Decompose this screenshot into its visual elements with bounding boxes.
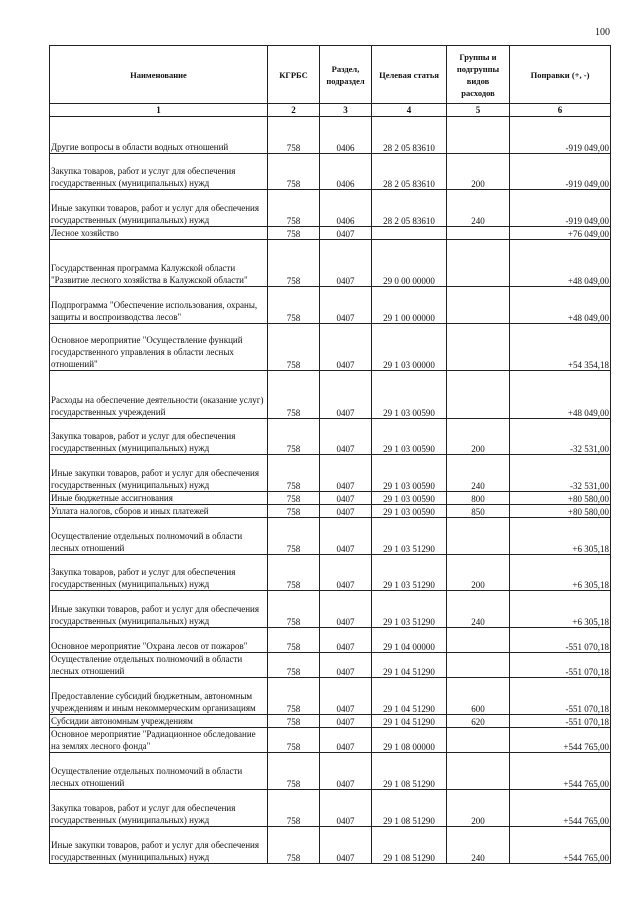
row-target: 29 1 03 51290 [372, 555, 447, 591]
row-group: 800 [447, 492, 510, 505]
table-row [50, 240, 611, 287]
row-name: Закупка товаров, работ и услуг для обеспечения государственных (муниципальных) нужд [50, 154, 268, 190]
row-kgrbs: 758 [268, 227, 320, 240]
row-amount: +6 305,18 [510, 518, 611, 555]
row-name: Уплата налогов, сборов и иных платежей [50, 505, 268, 518]
row-amount: +544 765,00 [510, 728, 611, 753]
row-section: 0407 [320, 518, 372, 555]
table-row [50, 324, 611, 371]
row-section: 0407 [320, 492, 372, 505]
row-kgrbs: 758 [268, 190, 320, 227]
table-row [50, 287, 611, 324]
header-section: Раздел, подраздел [320, 46, 372, 104]
row-kgrbs: 758 [268, 555, 320, 591]
row-group [447, 240, 510, 287]
row-group: 240 [447, 455, 510, 492]
row-amount: -551 070,18 [510, 628, 611, 653]
table-header-row [50, 46, 611, 104]
row-target: 29 1 03 00590 [372, 371, 447, 419]
row-name: Осуществление отдельных полномочий в области лесных отношений [50, 518, 268, 555]
row-target: 29 1 03 00590 [372, 455, 447, 492]
row-target: 29 1 00 00000 [372, 287, 447, 324]
row-section: 0407 [320, 715, 372, 728]
row-section: 0407 [320, 371, 372, 419]
row-name: Иные закупки товаров, работ и услуг для обеспечения государственных (муниципальных) нужд [50, 591, 268, 628]
header-name: Наименование [50, 46, 268, 104]
row-amount: +544 765,00 [510, 790, 611, 827]
row-group: 850 [447, 505, 510, 518]
row-name: Иные закупки товаров, работ и услуг для обеспечения государственных (муниципальных) нужд [50, 827, 268, 864]
row-kgrbs: 758 [268, 492, 320, 505]
table-row [50, 555, 611, 591]
row-section: 0407 [320, 653, 372, 678]
table-row [50, 492, 611, 505]
row-target: 29 1 03 00000 [372, 324, 447, 371]
row-section: 0407 [320, 240, 372, 287]
row-target: 28 2 05 83610 [372, 190, 447, 227]
row-name: Осуществление отдельных полномочий в области лесных отношений [50, 753, 268, 790]
row-amount: +48 049,00 [510, 240, 611, 287]
row-target: 29 0 00 00000 [372, 240, 447, 287]
table-row [50, 753, 611, 790]
row-name: Осуществление отдельных полномочий в области лесных отношений [50, 653, 268, 678]
row-group [447, 227, 510, 240]
column-number: 3 [320, 104, 372, 117]
table-row [50, 419, 611, 455]
row-name: Закупка товаров, работ и услуг для обеспечения государственных (муниципальных) нужд [50, 555, 268, 591]
row-name: Предоставление субсидий бюджетным, автономным учреждениям и иным некоммерческим организациям [50, 678, 268, 715]
row-name: Субсидии автономным учреждениям [50, 715, 268, 728]
row-target: 29 1 04 00000 [372, 628, 447, 653]
row-amount: +80 580,00 [510, 505, 611, 518]
row-target: 29 1 08 51290 [372, 790, 447, 827]
table-row [50, 715, 611, 728]
row-group: 600 [447, 678, 510, 715]
row-section: 0407 [320, 628, 372, 653]
row-kgrbs: 758 [268, 287, 320, 324]
table-row [50, 790, 611, 827]
row-group [447, 753, 510, 790]
row-target: 29 1 04 51290 [372, 678, 447, 715]
row-amount: -551 070,18 [510, 653, 611, 678]
row-kgrbs: 758 [268, 505, 320, 518]
row-kgrbs: 758 [268, 419, 320, 455]
row-group: 200 [447, 419, 510, 455]
row-name: Закупка товаров, работ и услуг для обеспечения государственных (муниципальных) нужд [50, 790, 268, 827]
row-group: 240 [447, 190, 510, 227]
row-section: 0406 [320, 117, 372, 154]
row-amount: +544 765,00 [510, 753, 611, 790]
row-group [447, 628, 510, 653]
row-section: 0407 [320, 227, 372, 240]
column-number: 4 [372, 104, 447, 117]
row-name: Иные закупки товаров, работ и услуг для обеспечения государственных (муниципальных) нужд [50, 190, 268, 227]
row-name: Основное мероприятие "Охрана лесов от пожаров" [50, 628, 268, 653]
row-name: Закупка товаров, работ и услуг для обеспечения государственных (муниципальных) нужд [50, 419, 268, 455]
row-amount: +54 354,18 [510, 324, 611, 371]
row-group [447, 117, 510, 154]
row-section: 0407 [320, 827, 372, 864]
row-section: 0407 [320, 324, 372, 371]
column-number: 1 [50, 104, 268, 117]
row-kgrbs: 758 [268, 790, 320, 827]
row-amount: +80 580,00 [510, 492, 611, 505]
row-amount: -919 049,00 [510, 190, 611, 227]
row-section: 0407 [320, 419, 372, 455]
row-section: 0407 [320, 728, 372, 753]
table-row [50, 653, 611, 678]
row-kgrbs: 758 [268, 117, 320, 154]
row-target: 29 1 04 51290 [372, 715, 447, 728]
table-row [50, 227, 611, 240]
row-kgrbs: 758 [268, 678, 320, 715]
row-section: 0406 [320, 190, 372, 227]
header-target: Целевая статья [372, 46, 447, 104]
row-kgrbs: 758 [268, 324, 320, 371]
row-amount: -551 070,18 [510, 715, 611, 728]
row-group [447, 518, 510, 555]
row-amount: -32 531,00 [510, 455, 611, 492]
table-row [50, 154, 611, 190]
row-section: 0407 [320, 505, 372, 518]
table-row [50, 728, 611, 753]
row-target: 29 1 08 00000 [372, 728, 447, 753]
row-target [372, 227, 447, 240]
row-amount: +76 049,00 [510, 227, 611, 240]
row-section: 0407 [320, 555, 372, 591]
row-group: 200 [447, 790, 510, 827]
row-name: Иные закупки товаров, работ и услуг для обеспечения государственных (муниципальных) нужд [50, 455, 268, 492]
row-group: 200 [447, 154, 510, 190]
row-name: Основное мероприятие "Радиационное обследование на землях лесного фонда" [50, 728, 268, 753]
table-row [50, 190, 611, 227]
row-target: 29 1 03 00590 [372, 492, 447, 505]
table-row [50, 371, 611, 419]
row-kgrbs: 758 [268, 154, 320, 190]
row-target: 29 1 04 51290 [372, 653, 447, 678]
row-amount: -551 070,18 [510, 678, 611, 715]
row-group: 240 [447, 591, 510, 628]
row-amount: +48 049,00 [510, 371, 611, 419]
row-group [447, 728, 510, 753]
row-amount: +6 305,18 [510, 591, 611, 628]
row-name: Лесное хозяйство [50, 227, 268, 240]
row-group: 240 [447, 827, 510, 864]
row-name: Основное мероприятие "Осуществление функций государственного управления в области лесных отношений" [50, 324, 268, 371]
row-kgrbs: 758 [268, 827, 320, 864]
row-amount: -919 049,00 [510, 154, 611, 190]
row-group [447, 371, 510, 419]
row-target: 29 1 08 51290 [372, 827, 447, 864]
row-amount: +48 049,00 [510, 287, 611, 324]
row-amount: -919 049,00 [510, 117, 611, 154]
header-amount: Поправки (+, -) [510, 46, 611, 104]
row-kgrbs: 758 [268, 455, 320, 492]
row-kgrbs: 758 [268, 715, 320, 728]
header-kgrbs: КГРБС [268, 46, 320, 104]
row-section: 0407 [320, 753, 372, 790]
table-row [50, 518, 611, 555]
column-number-row [50, 104, 611, 117]
row-target: 29 1 08 51290 [372, 753, 447, 790]
row-group: 620 [447, 715, 510, 728]
row-kgrbs: 758 [268, 653, 320, 678]
table-row [50, 117, 611, 154]
row-amount: +544 765,00 [510, 827, 611, 864]
column-number: 5 [447, 104, 510, 117]
row-group [447, 287, 510, 324]
row-section: 0407 [320, 287, 372, 324]
header-group: Группы и подгруппы видов расходов [447, 46, 510, 104]
row-section: 0407 [320, 790, 372, 827]
row-name: Подпрограмма "Обеспечение использования, охраны, защиты и воспроизводства лесов" [50, 287, 268, 324]
row-name: Государственная программа Калужской области "Развитие лесного хозяйства в Калужской области" [50, 240, 268, 287]
row-target: 29 1 03 51290 [372, 591, 447, 628]
column-number: 6 [510, 104, 611, 117]
row-group [447, 653, 510, 678]
row-group: 200 [447, 555, 510, 591]
table-row [50, 505, 611, 518]
column-number: 2 [268, 104, 320, 117]
budget-amendments-table [49, 45, 611, 864]
row-target: 29 1 03 00590 [372, 505, 447, 518]
row-amount: +6 305,18 [510, 555, 611, 591]
row-target: 28 2 05 83610 [372, 154, 447, 190]
row-kgrbs: 758 [268, 753, 320, 790]
row-target: 29 1 03 51290 [372, 518, 447, 555]
row-target: 28 2 05 83610 [372, 117, 447, 154]
row-target: 29 1 03 00590 [372, 419, 447, 455]
row-name: Расходы на обеспечение деятельности (оказание услуг) государственных учреждений [50, 371, 268, 419]
page-number: 100 [595, 27, 610, 38]
row-kgrbs: 758 [268, 518, 320, 555]
row-kgrbs: 758 [268, 591, 320, 628]
row-kgrbs: 758 [268, 628, 320, 653]
row-section: 0407 [320, 455, 372, 492]
table-row [50, 455, 611, 492]
row-name: Другие вопросы в области водных отношений [50, 117, 268, 154]
row-kgrbs: 758 [268, 371, 320, 419]
row-section: 0406 [320, 154, 372, 190]
table-row [50, 827, 611, 864]
table-row [50, 591, 611, 628]
row-name: Иные бюджетные ассигнования [50, 492, 268, 505]
table-row [50, 678, 611, 715]
row-kgrbs: 758 [268, 728, 320, 753]
row-section: 0407 [320, 591, 372, 628]
row-group [447, 324, 510, 371]
table-row [50, 628, 611, 653]
row-amount: -32 531,00 [510, 419, 611, 455]
row-section: 0407 [320, 678, 372, 715]
row-kgrbs: 758 [268, 240, 320, 287]
